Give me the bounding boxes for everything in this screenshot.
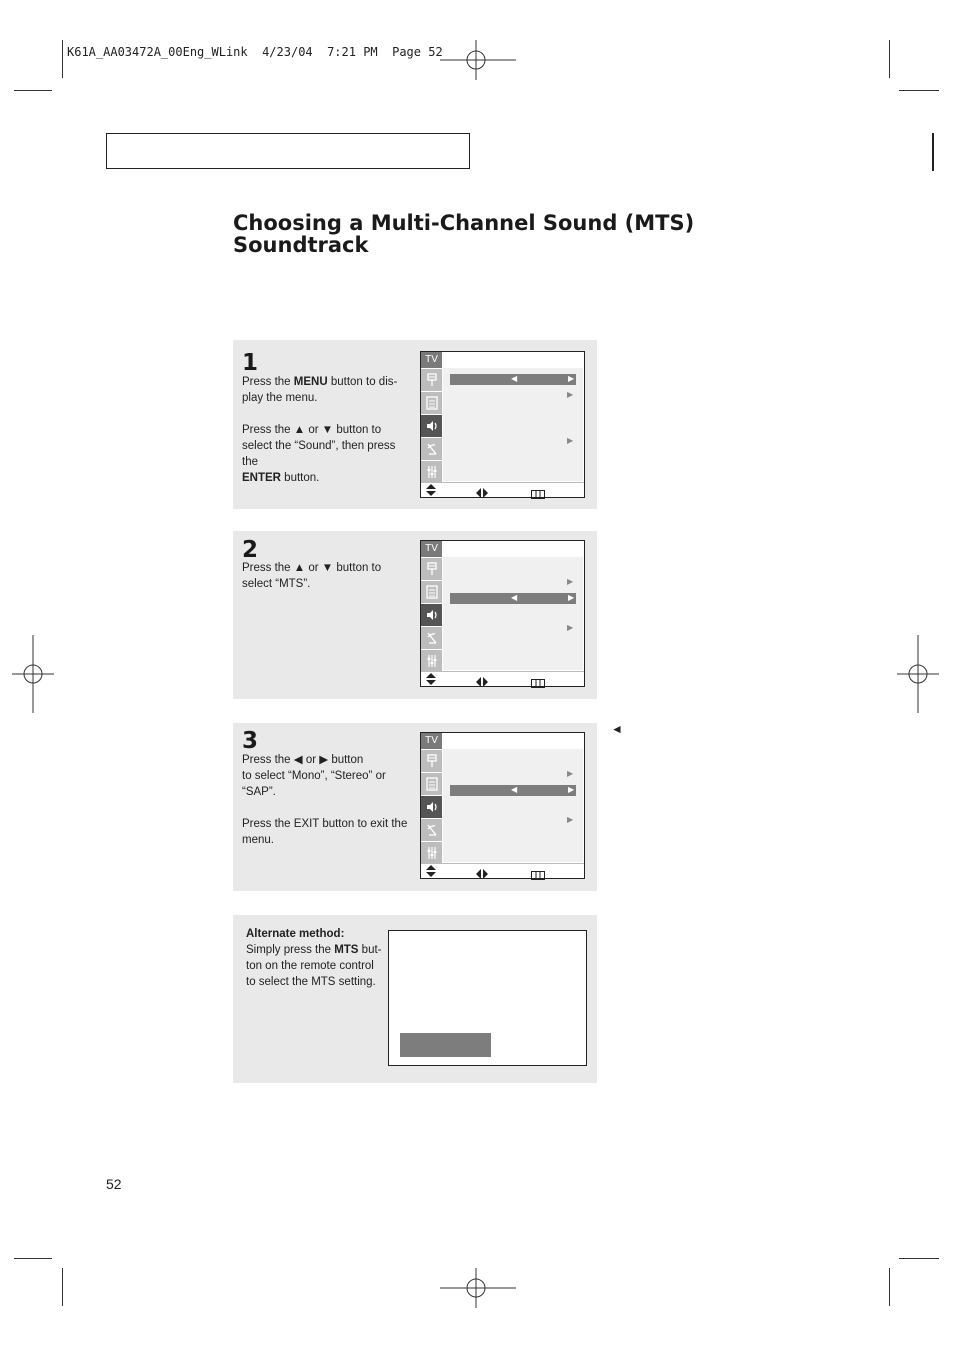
setup-icon	[426, 465, 438, 479]
step-line	[242, 752, 414, 768]
step-line	[242, 422, 414, 438]
mts-status-bar	[400, 1033, 491, 1057]
left-arrow-icon: ◀	[511, 785, 518, 794]
registration-mark-icon	[12, 635, 54, 713]
submenu-arrow-icon: ▶	[567, 390, 574, 399]
text: Press the	[242, 754, 294, 766]
menu-icon-cell[interactable]	[421, 558, 442, 580]
crop-mark	[899, 1258, 939, 1259]
move-icon	[426, 864, 436, 882]
menu-bottom-bar	[421, 482, 584, 497]
button-name: MTS	[334, 944, 359, 956]
registration-mark-icon	[440, 1268, 516, 1308]
menu-icon-cell[interactable]	[421, 650, 442, 672]
note-arrow-icon: ◄	[611, 722, 623, 736]
crop-mark	[62, 1268, 63, 1306]
submenu-arrow-icon: ▶	[567, 815, 574, 824]
alternate-heading	[246, 926, 386, 942]
tv-label: TV	[421, 352, 442, 368]
menu-icon-cell[interactable]	[421, 750, 442, 772]
down-arrow-icon: ▼	[321, 562, 334, 574]
crop-mark	[62, 40, 63, 78]
menu-bottom-bar	[421, 671, 584, 686]
text: Simply press the	[246, 944, 335, 956]
step-number: 1	[242, 350, 259, 376]
adjust-icon	[476, 485, 488, 503]
heading: Alternate method:	[246, 928, 345, 940]
step-line: menu.	[242, 834, 274, 846]
step-number: 3	[242, 728, 259, 754]
menu-area	[443, 557, 583, 670]
submenu-arrow-icon: ▶	[567, 769, 574, 778]
text: Press the	[242, 424, 294, 436]
tv-label: TV	[421, 733, 442, 749]
setup-icon	[426, 846, 438, 860]
step-line: play the menu.	[242, 392, 318, 404]
crop-mark	[899, 90, 939, 91]
left-arrow-icon: ◀	[293, 754, 303, 766]
sound-icon	[426, 419, 438, 433]
menu-icon-cell[interactable]	[421, 819, 442, 841]
menu-bottom-bar	[421, 863, 584, 878]
page-number: 52	[106, 1176, 122, 1192]
text: or	[305, 562, 322, 574]
menu-icon-cell[interactable]	[421, 773, 442, 795]
registration-mark-icon	[440, 40, 516, 80]
button-name: MENU	[293, 376, 328, 388]
crop-mark	[14, 90, 52, 91]
spacer	[242, 406, 414, 422]
right-arrow-icon: ▶	[568, 785, 575, 794]
step-line: ton on the remote control	[246, 960, 374, 972]
antenna-icon	[426, 754, 438, 768]
step-line: select “MTS”.	[242, 578, 311, 590]
alternate-method-text	[246, 926, 386, 990]
step-line: to select the MTS setting.	[246, 976, 376, 988]
menu-icon-cell[interactable]	[421, 392, 442, 414]
menu-icon-cell[interactable]	[421, 369, 442, 391]
step-line	[242, 560, 414, 576]
submenu-arrow-icon: ▶	[567, 436, 574, 445]
step-line: to select “Mono”, “Stereo” or	[242, 770, 386, 782]
page-title	[233, 212, 793, 256]
left-arrow-icon: ◀	[511, 374, 518, 383]
text: but-	[358, 944, 382, 956]
menu-area	[443, 749, 583, 862]
step-3-text	[242, 752, 414, 848]
title-line: Choosing a Multi-Channel Sound (MTS)	[233, 211, 695, 235]
down-arrow-icon: ▼	[321, 424, 334, 436]
text: Press the	[242, 376, 294, 388]
section-header-box	[106, 133, 470, 169]
text: or	[305, 424, 322, 436]
setup-icon	[426, 654, 438, 668]
step-line	[242, 470, 414, 486]
right-arrow-icon: ▶	[319, 754, 329, 766]
text: Press the	[242, 562, 294, 574]
step-line	[242, 374, 414, 390]
channel-icon	[426, 442, 438, 456]
menu-icon-cell[interactable]	[421, 438, 442, 460]
up-arrow-icon: ▲	[293, 562, 306, 574]
tv-label: TV	[421, 541, 442, 557]
printer-slug: K61A_AA03472A_00Eng_WLink 4/23/04 7:21 PM Page 52	[67, 45, 443, 59]
text: button to	[333, 562, 382, 574]
menu-icon-cell[interactable]	[421, 627, 442, 649]
registration-mark-icon	[897, 635, 939, 713]
antenna-icon	[426, 373, 438, 387]
right-arrow-icon: ▶	[568, 593, 575, 602]
submenu-arrow-icon: ▶	[567, 577, 574, 586]
antenna-icon	[426, 562, 438, 576]
step-line: select the “Sound”, then press the	[242, 440, 396, 468]
picture-icon	[426, 396, 438, 410]
left-arrow-icon: ◀	[511, 593, 518, 602]
menu-icon-cell[interactable]	[421, 461, 442, 483]
up-arrow-icon: ▲	[293, 424, 306, 436]
text: button.	[280, 472, 320, 484]
picture-icon	[426, 585, 438, 599]
step-line	[246, 942, 386, 958]
menu-icon-cell[interactable]	[421, 581, 442, 603]
step-line: Press the EXIT button to exit the	[242, 818, 408, 830]
sound-icon	[426, 800, 438, 814]
step-line: “SAP”.	[242, 786, 276, 798]
step-1-text	[242, 374, 414, 486]
menu-icon	[531, 867, 545, 885]
text: button	[328, 754, 364, 766]
text: or	[302, 754, 320, 766]
menu-icon-cell[interactable]	[421, 415, 442, 437]
move-icon	[426, 483, 436, 501]
move-icon	[426, 672, 436, 690]
adjust-icon	[476, 674, 488, 692]
sound-icon	[426, 608, 438, 622]
channel-icon	[426, 631, 438, 645]
step-2-text	[242, 560, 414, 592]
right-arrow-icon: ▶	[568, 374, 575, 383]
adjust-icon	[476, 866, 488, 884]
picture-icon	[426, 777, 438, 791]
crop-mark	[889, 1268, 890, 1306]
menu-icon	[531, 675, 545, 693]
text: button to	[333, 424, 382, 436]
text: button to dis-	[327, 376, 398, 388]
step-number: 2	[242, 537, 259, 563]
menu-icon	[531, 486, 545, 504]
submenu-arrow-icon: ▶	[567, 623, 574, 632]
channel-icon	[426, 823, 438, 837]
menu-icon-cell[interactable]	[421, 604, 442, 626]
button-name: ENTER	[242, 472, 281, 484]
header-tick	[932, 133, 934, 171]
crop-mark	[889, 40, 890, 78]
menu-icon-cell[interactable]	[421, 842, 442, 864]
spacer	[242, 800, 414, 816]
crop-mark	[14, 1258, 52, 1259]
menu-icon-cell[interactable]	[421, 796, 442, 818]
title-line: Soundtrack	[233, 233, 369, 257]
